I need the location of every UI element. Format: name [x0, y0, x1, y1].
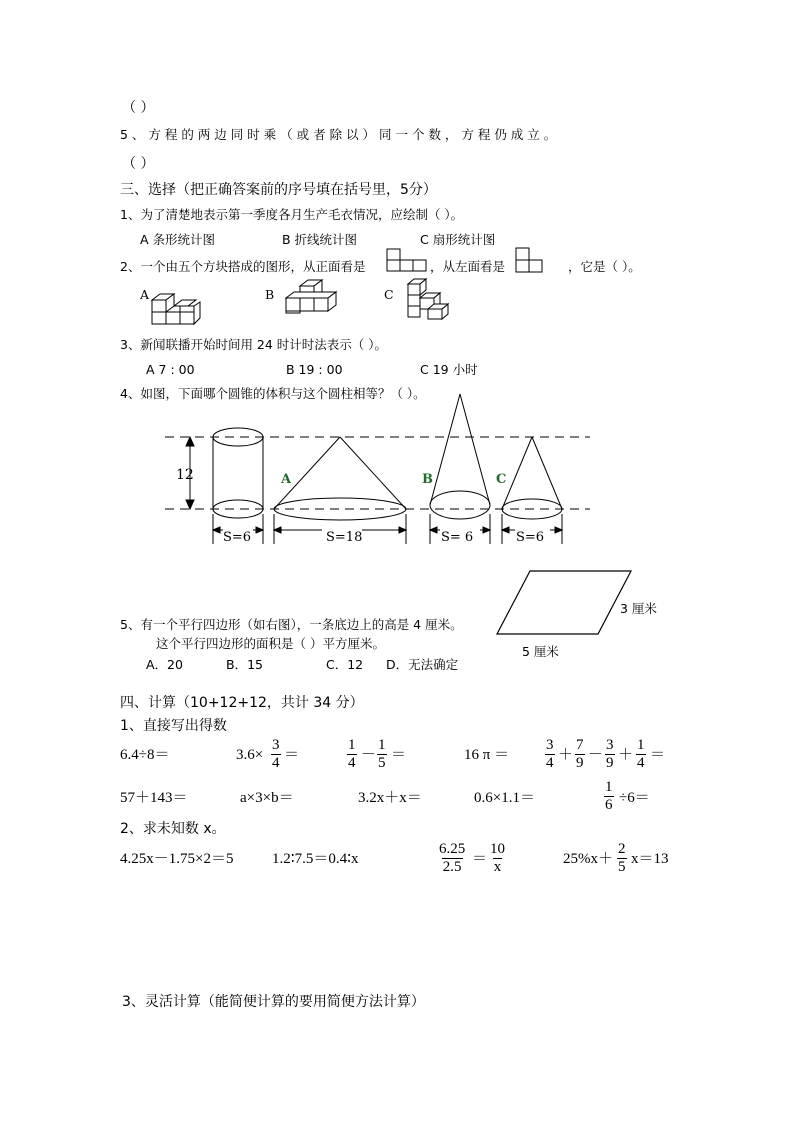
choice-q2-option-b: B — [265, 287, 275, 302]
choice-q1-stem: 1、为了清楚地表示第一季度各月生产毛衣情况，应绘制（ ）。 — [120, 207, 464, 222]
cone-a-base-label: S=18 — [326, 530, 363, 545]
expr-5-eq: ＝ — [650, 747, 666, 763]
cylinder-base-label: S=6 — [223, 530, 252, 545]
choice-q5-option-d: D．无法确定 — [386, 657, 459, 672]
expr-7: a×3×b＝ — [240, 790, 294, 806]
choice-q2-option-c: C — [384, 287, 394, 302]
cone-c-base-label: S=6 — [516, 530, 545, 545]
volume-figure — [165, 394, 590, 544]
parallelogram-side-label: 3 厘米 — [620, 601, 657, 616]
expr-5-fraction-2: $\frac{7}{9}$ — [576, 737, 584, 771]
choice-q2-stem-1: 2、一个由五个方块搭成的图形，从正面看是 — [120, 259, 366, 274]
cone-a-label: A — [281, 472, 292, 487]
front-view-icon — [387, 249, 426, 271]
expr-2-fraction: $\frac{3}{4}$ — [272, 737, 280, 771]
cone-c-shape — [502, 437, 562, 519]
section-calc-heading: 四、计算（10+12+12，共计 34 分） — [120, 695, 364, 711]
expr-9: 0.6×1.1＝ — [474, 790, 535, 806]
equation-2: 1.2∶7.5＝0.4∶x — [272, 851, 359, 867]
choice-q1-option-b: B 折线统计图 — [282, 232, 358, 247]
choice-q5-option-c: C．12 — [326, 657, 364, 672]
equation-4-left: 25%x＋ — [563, 851, 613, 867]
choice-q3-option-a: A 7 : 00 — [146, 362, 195, 377]
expr-5-op-1: ＋ — [558, 747, 574, 763]
cylinder-shape — [213, 428, 263, 518]
expr-3-fraction-a: $\frac{1}{4}$ — [348, 737, 356, 771]
calc-sub1-heading: 1、直接写出得数 — [120, 718, 227, 734]
section-choice-heading: 三、选择（把正确答案前的序号填在括号里，5分） — [120, 182, 437, 198]
choice-q5-stem-2: 这个平行四边形的面积是（ ）平方厘米。 — [156, 636, 385, 651]
expr-2-eq: ＝ — [284, 747, 300, 763]
cube-stack-b-icon — [286, 280, 336, 313]
expr-5-op-2: － — [588, 747, 604, 763]
calc-sub2-heading: 2、求未知数 x。 — [120, 821, 226, 837]
expr-6: 57＋143＝ — [120, 790, 188, 806]
calc-sub3-heading: 3、灵活计算（能简便计算的要用简便方法计算） — [122, 994, 425, 1010]
expr-3-eq: ＝ — [391, 747, 407, 763]
choice-q2-stem-2: ，从左面看是 — [430, 259, 506, 274]
choice-q3-option-c: C 19 小时 — [420, 362, 478, 377]
height-label: 12 — [176, 467, 194, 483]
choice-q1-option-a: A 条形统计图 — [140, 232, 216, 247]
judge-q4-paren: （ ） — [122, 100, 155, 116]
choice-q2-stem-3: ，它是（ ）。 — [568, 259, 641, 274]
expr-3-fraction-b: $\frac{1}{5}$ — [378, 737, 386, 771]
expr-5-fraction-3: $\frac{3}{9}$ — [606, 737, 614, 771]
equation-1: 4.25x－1.75×2＝5 — [120, 851, 234, 867]
cube-stack-a-icon — [152, 294, 200, 324]
cone-a-shape — [274, 437, 406, 520]
expr-10-fraction: $\frac{1}{6}$ — [605, 779, 613, 813]
cone-b-shape — [430, 394, 490, 519]
cone-b-label: B — [422, 472, 433, 487]
equation-3-eq: ＝ — [472, 851, 488, 867]
cone-c-label: C — [496, 472, 507, 487]
choice-q3-stem: 3、新闻联播开始时间用 24 时计时法表示（ ）。 — [120, 337, 388, 352]
judge-q5-paren: （ ） — [122, 156, 155, 172]
choice-q5-stem-1: 5、有一个平行四边形（如右图），一条底边上的高是 4 厘米。 — [120, 617, 463, 632]
expr-10-right: ÷6＝ — [619, 790, 650, 806]
expr-5-fraction-1: $\frac{3}{4}$ — [546, 737, 554, 771]
expr-8: 3.2x＋x＝ — [358, 790, 422, 806]
parallelogram-base-label: 5 厘米 — [522, 644, 559, 659]
choice-q2-option-a: A — [140, 287, 150, 302]
choice-q3-option-b: B 19 : 00 — [286, 362, 343, 377]
parallelogram-shape — [497, 571, 631, 634]
choice-q1-option-c: C 扇形统计图 — [420, 232, 496, 247]
left-view-icon — [516, 248, 542, 272]
cube-stack-c-icon — [408, 279, 448, 319]
expr-1: 6.4÷8＝ — [120, 747, 170, 763]
equation-3-fraction-left: $\frac{6.25}{2.5}$ — [439, 841, 466, 875]
expr-3-op: － — [361, 747, 377, 763]
judge-q5-text: 5 、 方 程 的 两 边 同 时 乘 （ 或 者 除 以 ） 同 一 个 数 ， 方 程 仍 成 立 。 — [120, 127, 557, 142]
equation-4-fraction: $\frac{2}{5}$ — [618, 841, 626, 875]
equation-3-fraction-right: $\frac{10}{x}$ — [490, 841, 505, 875]
choice-q5-option-b: B．15 — [226, 657, 263, 672]
equation-4-right: x＝13 — [631, 851, 669, 867]
cone-b-base-label: S= 6 — [441, 530, 474, 545]
expr-2-left: 3.6× — [236, 747, 264, 763]
choice-q5-option-a: A．20 — [146, 657, 183, 672]
expr-5-fraction-4: $\frac{1}{4}$ — [637, 737, 645, 771]
base-dimension-lines — [213, 514, 562, 544]
choice-q4-stem: 4、如图，下面哪个圆锥的体积与这个圆柱相等？（ ）。 — [120, 386, 426, 401]
expr-5-op-3: ＋ — [618, 747, 634, 763]
expr-4: 16 π ＝ — [464, 747, 510, 763]
